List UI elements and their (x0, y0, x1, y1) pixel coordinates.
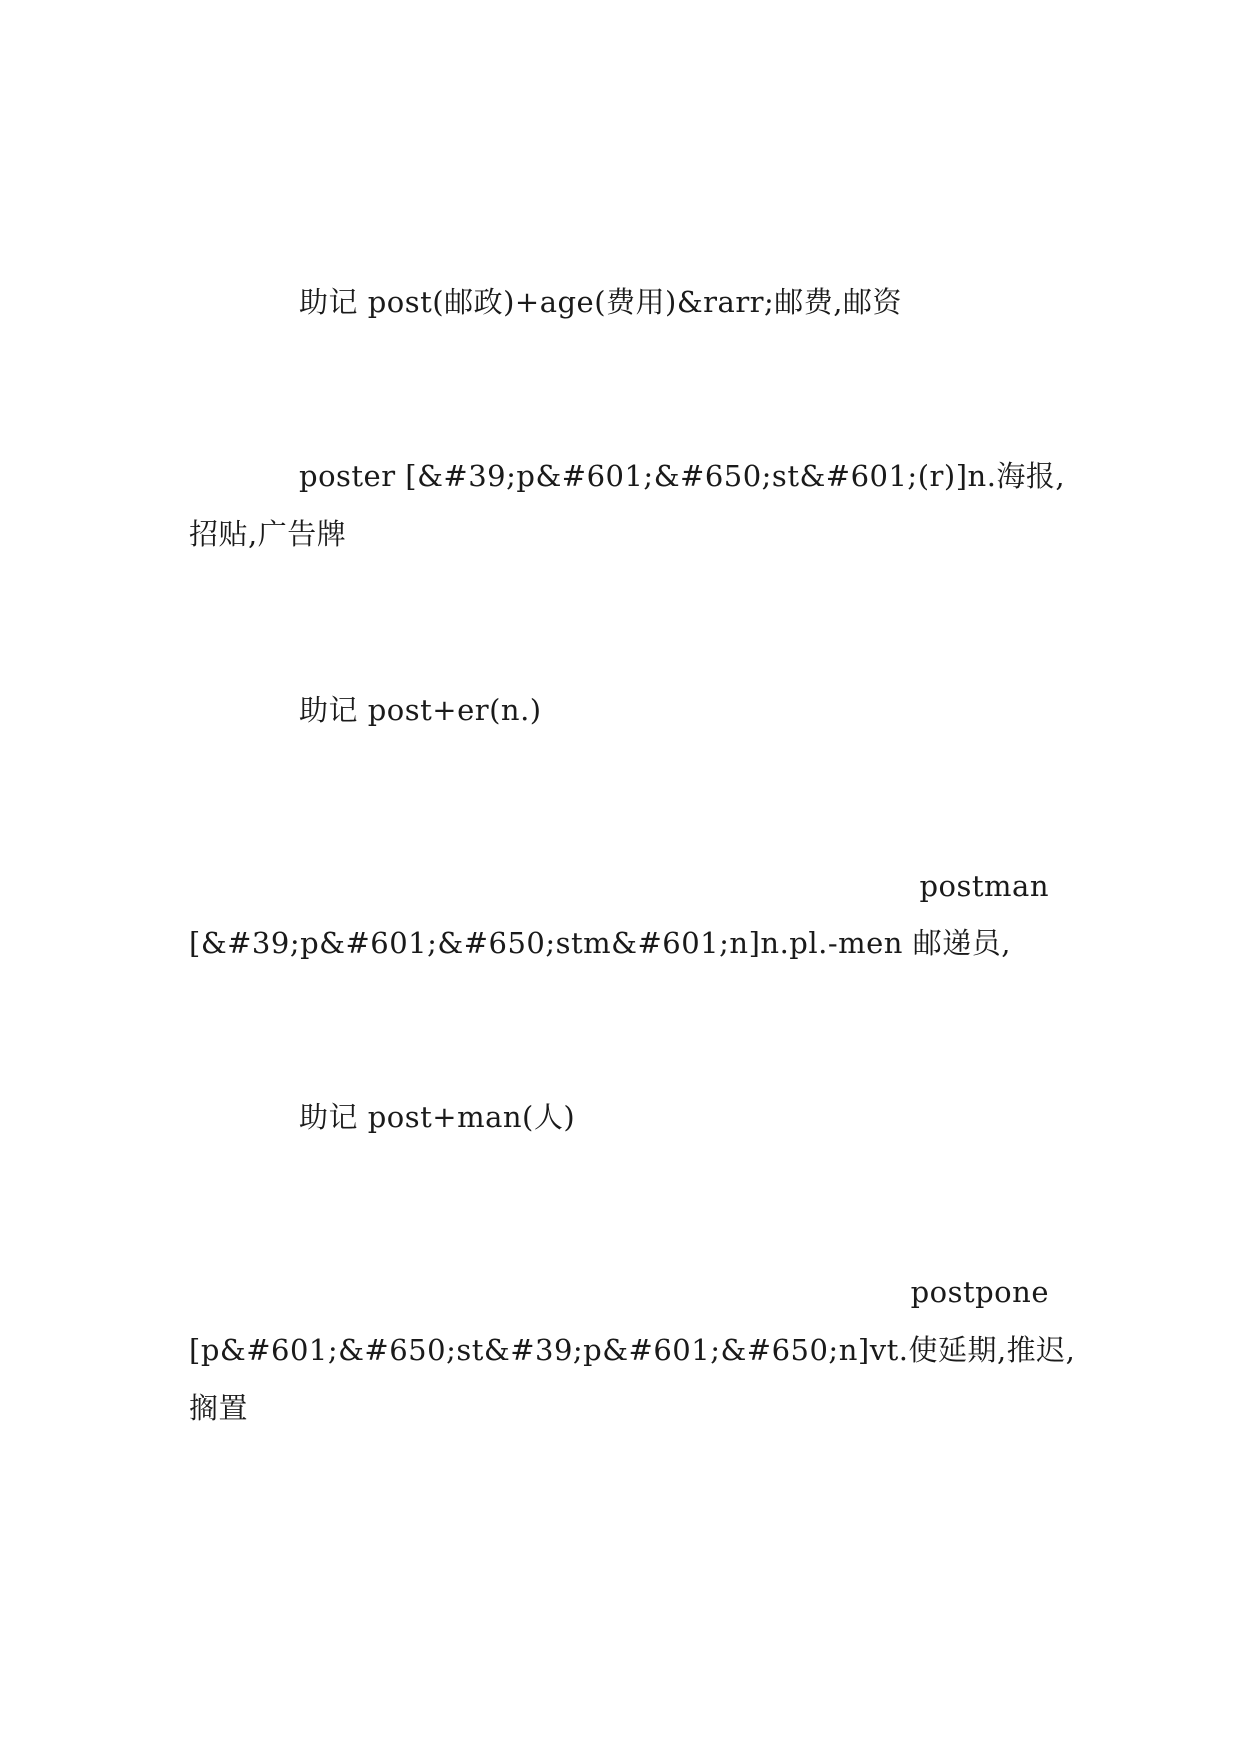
entry-postpone-headword: postpone (910, 1275, 1049, 1309)
entry-postman-definition: [&#39;p&#601;&#650;stm&#601;n]n.pl.-men 邮递员, (189, 926, 1011, 960)
mnemonic-postman: 助记 post+man(人) (299, 1100, 576, 1134)
entry-poster-definition: 招贴,广告牌 (189, 517, 347, 551)
entry-postman-headword: postman (919, 869, 1049, 903)
entry-poster-headword: poster [&#39;p&#601;&#650;st&#601;(r)]n.海报, (299, 459, 1066, 493)
entry-postpone-definition-cont: 搁置 (189, 1391, 249, 1425)
mnemonic-postage: 助记 post(邮政)+age(费用)&rarr;邮费,邮资 (299, 285, 903, 319)
entry-postpone-definition: [p&#601;&#650;st&#39;p&#601;&#650;n]vt.使延期,推迟, (189, 1333, 1076, 1367)
mnemonic-poster: 助记 post+er(n.) (299, 693, 542, 727)
